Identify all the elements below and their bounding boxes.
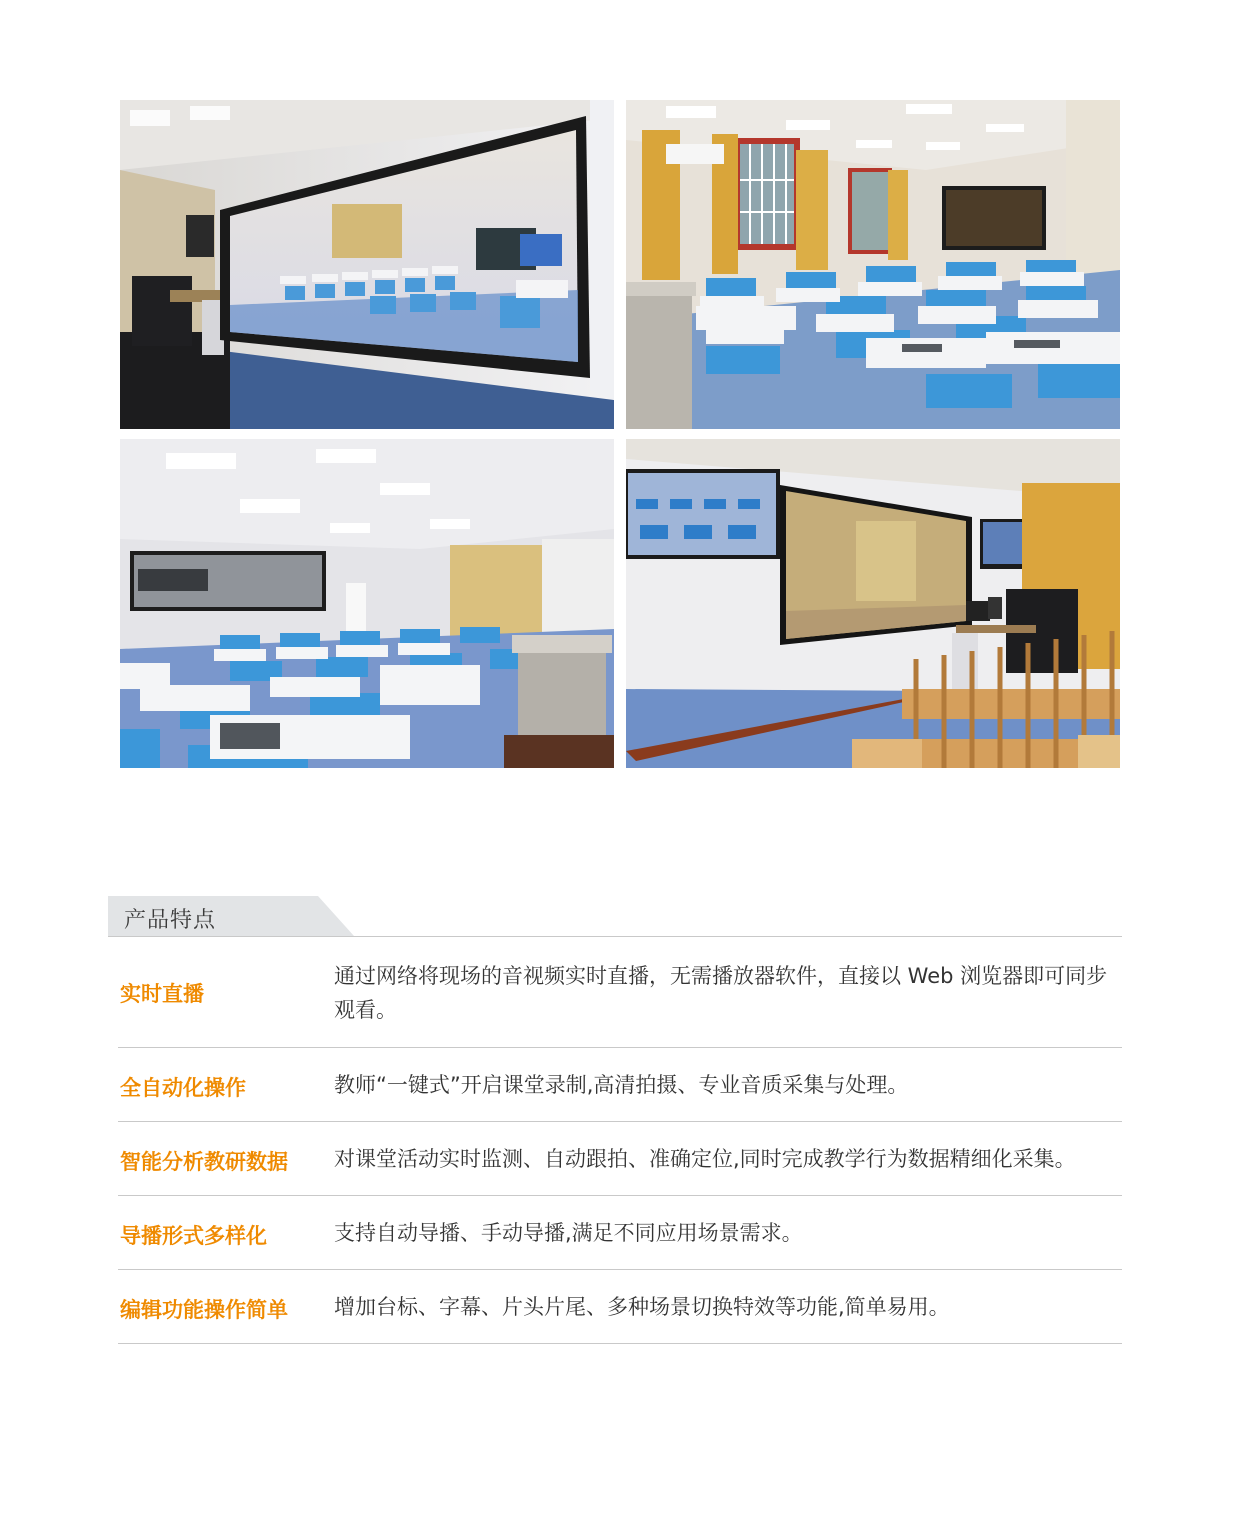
feature-row — [118, 1270, 1122, 1344]
feature-name: 智能分析教研数据 — [120, 1150, 288, 1174]
feature-description: 通过网络将现场的音视频实时直播，无需播放器软件，直接以 Web 浏览器即可同步观看。 — [334, 964, 1108, 1022]
feature-name: 编辑功能操作简单 — [120, 1298, 288, 1322]
section-title: 产品特点 — [124, 908, 217, 933]
feature-row — [118, 1048, 1122, 1122]
photo-observation-room — [120, 100, 614, 429]
feature-name: 全自动化操作 — [120, 1076, 246, 1100]
photo-classroom-curtains — [626, 100, 1120, 429]
feature-row — [118, 1196, 1122, 1270]
feature-row — [118, 1122, 1122, 1196]
feature-description: 增加台标、字幕、片头片尾、多种场景切换特效等功能,简单易用。 — [334, 1295, 950, 1319]
feature-name: 导播形式多样化 — [120, 1224, 267, 1248]
feature-description: 支持自动导播、手动导播,满足不同应用场景需求。 — [334, 1221, 803, 1245]
photo-recording-room — [626, 439, 1120, 768]
photo-classroom-podium — [120, 439, 614, 768]
feature-description: 对课堂活动实时监测、自动跟拍、准确定位,同时完成教学行为数据精细化采集。 — [334, 1147, 1076, 1171]
feature-name: 实时直播 — [120, 982, 204, 1006]
feature-table — [118, 936, 1122, 1344]
section-header — [108, 896, 1122, 937]
feature-row — [118, 936, 1122, 1048]
feature-description: 教师“一键式”开启课堂录制,高清拍摄、专业音质采集与处理。 — [334, 1073, 909, 1097]
